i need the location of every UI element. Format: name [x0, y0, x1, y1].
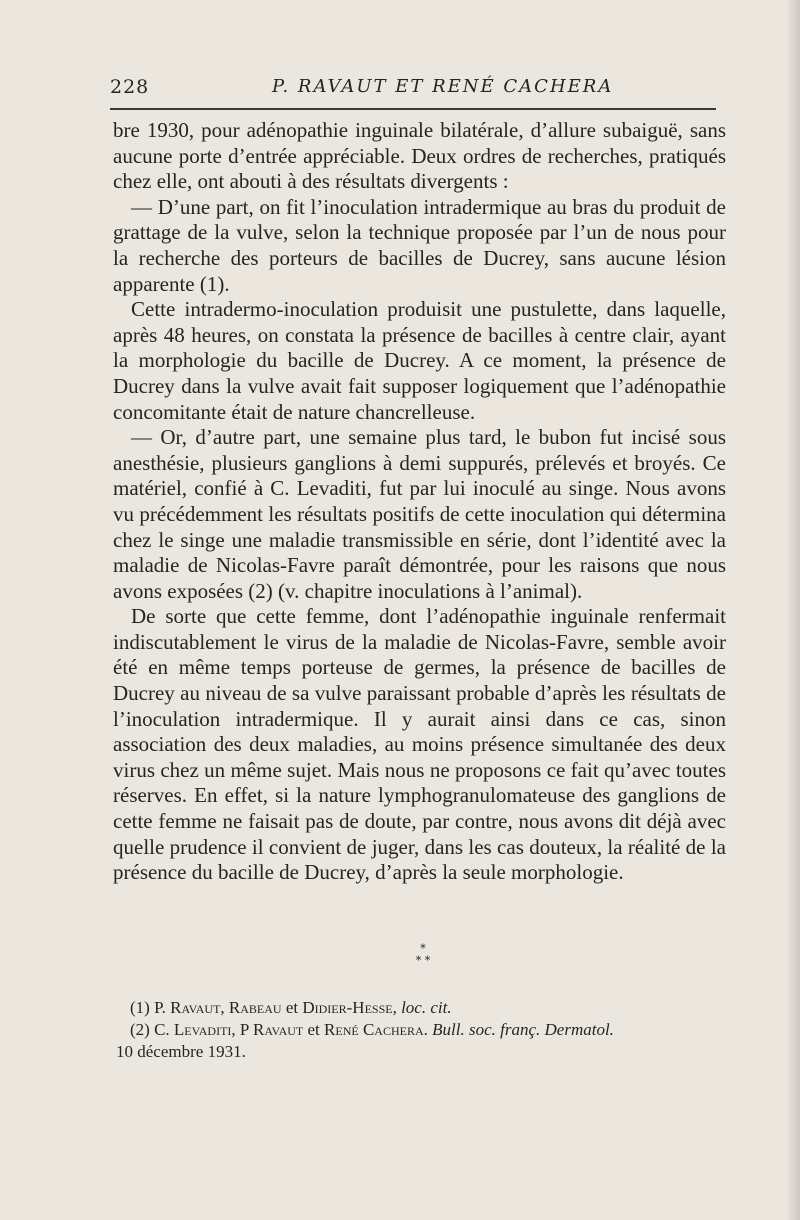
running-head: P. RAVAUT ET RENÉ CACHERA [272, 76, 614, 97]
footnotes [116, 997, 728, 1063]
paragraph-first-finding: — D’une part, on fit l’inoculation intradermique au bras du produit de grattage de la vulve, selon la technique proposée par l’un de nous pour la recherche des porteurs de bacilles de Ducrey, sans aucune lésion apparente (1). [113, 194, 726, 296]
page-number: 228 [110, 76, 150, 98]
footnote-2-author1: Levaditi [173, 1020, 232, 1039]
footnote-1-ref: loc. cit. [401, 998, 452, 1017]
asterism-bottom: * * [415, 954, 431, 967]
footnote-1-authors: Ravaut, Rabeau [170, 998, 282, 1017]
footnote-2-author3: René Cachera [324, 1020, 424, 1039]
body-text [113, 118, 726, 886]
paragraph-conclusion: De sorte que cette femme, dont l’adénopathie inguinale renfermait indiscutablement le virus de la maladie de Nicolas-Favre, semble avoir été en même temps porteuse de germes, la présence de bacilles de Ducrey au niveau de sa vulve paraissant probable d’après les résultats de l’inoculation intradermique. Il y aurait ainsi dans ce cas, sinon association des deux maladies, au moins présence simultanée des deux virus chez un même sujet. Mais nous ne proposons ce fait qu’avec toutes réserves. En effet, si la nature lymphogranulomateuse des ganglions de cette femme ne faisait pas de doute, par contre, nous avons dit déjà avec quelle prudence il convient de juger, dans les cas douteux, la réalité de la présence du bacille de Ducrey, d’après la seule morphologie. [113, 604, 726, 885]
page-header [110, 76, 722, 106]
paragraph-continuation: bre 1930, pour adénopathie inguinale bilatérale, d’allure subaiguë, sans aucune porte d’entrée appréciable. Deux ordres de recherches, pratiqués chez elle, ont abouti à des résultats divergents : [113, 118, 726, 194]
footnote-2-author2: Ravaut [253, 1020, 304, 1039]
header-rule [110, 108, 716, 110]
asterism-top: * [420, 942, 426, 955]
footnote-1-author2: Didier-Hesse [302, 998, 393, 1017]
paragraph-pustulette: Cette intradermo-inoculation produisit une pustulette, dans laquelle, après 48 heures, on constata la présence de bacilles à centre clair, ayant la morphologie du bacille de Ducrey. A ce moment, la présence de Ducrey dans la vulve avait fait supposer logiquement que l’adénopathie concomitante était de nature chancrelleuse. [113, 297, 726, 424]
footnote-1: (1) P. Ravaut, Rabeau et Didier-Hesse, loc. cit. [130, 998, 452, 1017]
paragraph-second-finding: — Or, d’autre part, une semaine plus tard, le bubon fut incisé sous anesthésie, plusieurs ganglions à demi suppurés, prélevés et broyés. Ce matériel, confié à C. Levaditi, fut par lui inoculé au singe. Nous avons vu précédemment les résultats positifs de cette inoculation qui détermina chez le singe une maladie transmissible en série, dont l’identité avec la maladie de Nicolas-Favre paraît démontrée, pour les raisons que nous avons exposées (2) (v. chapitre inoculations à l’animal). [113, 425, 726, 603]
asterism [403, 943, 443, 967]
footnote-2-date: 10 décembre 1931. [116, 1042, 246, 1061]
page-edge-shadow [786, 0, 800, 1220]
footnote-2: (2) C. Levaditi, P Ravaut et René Cachera. Bull. soc. franç. Dermatol. [130, 1020, 614, 1039]
footnote-2-journal: Bull. soc. franç. Dermatol. [432, 1020, 614, 1039]
